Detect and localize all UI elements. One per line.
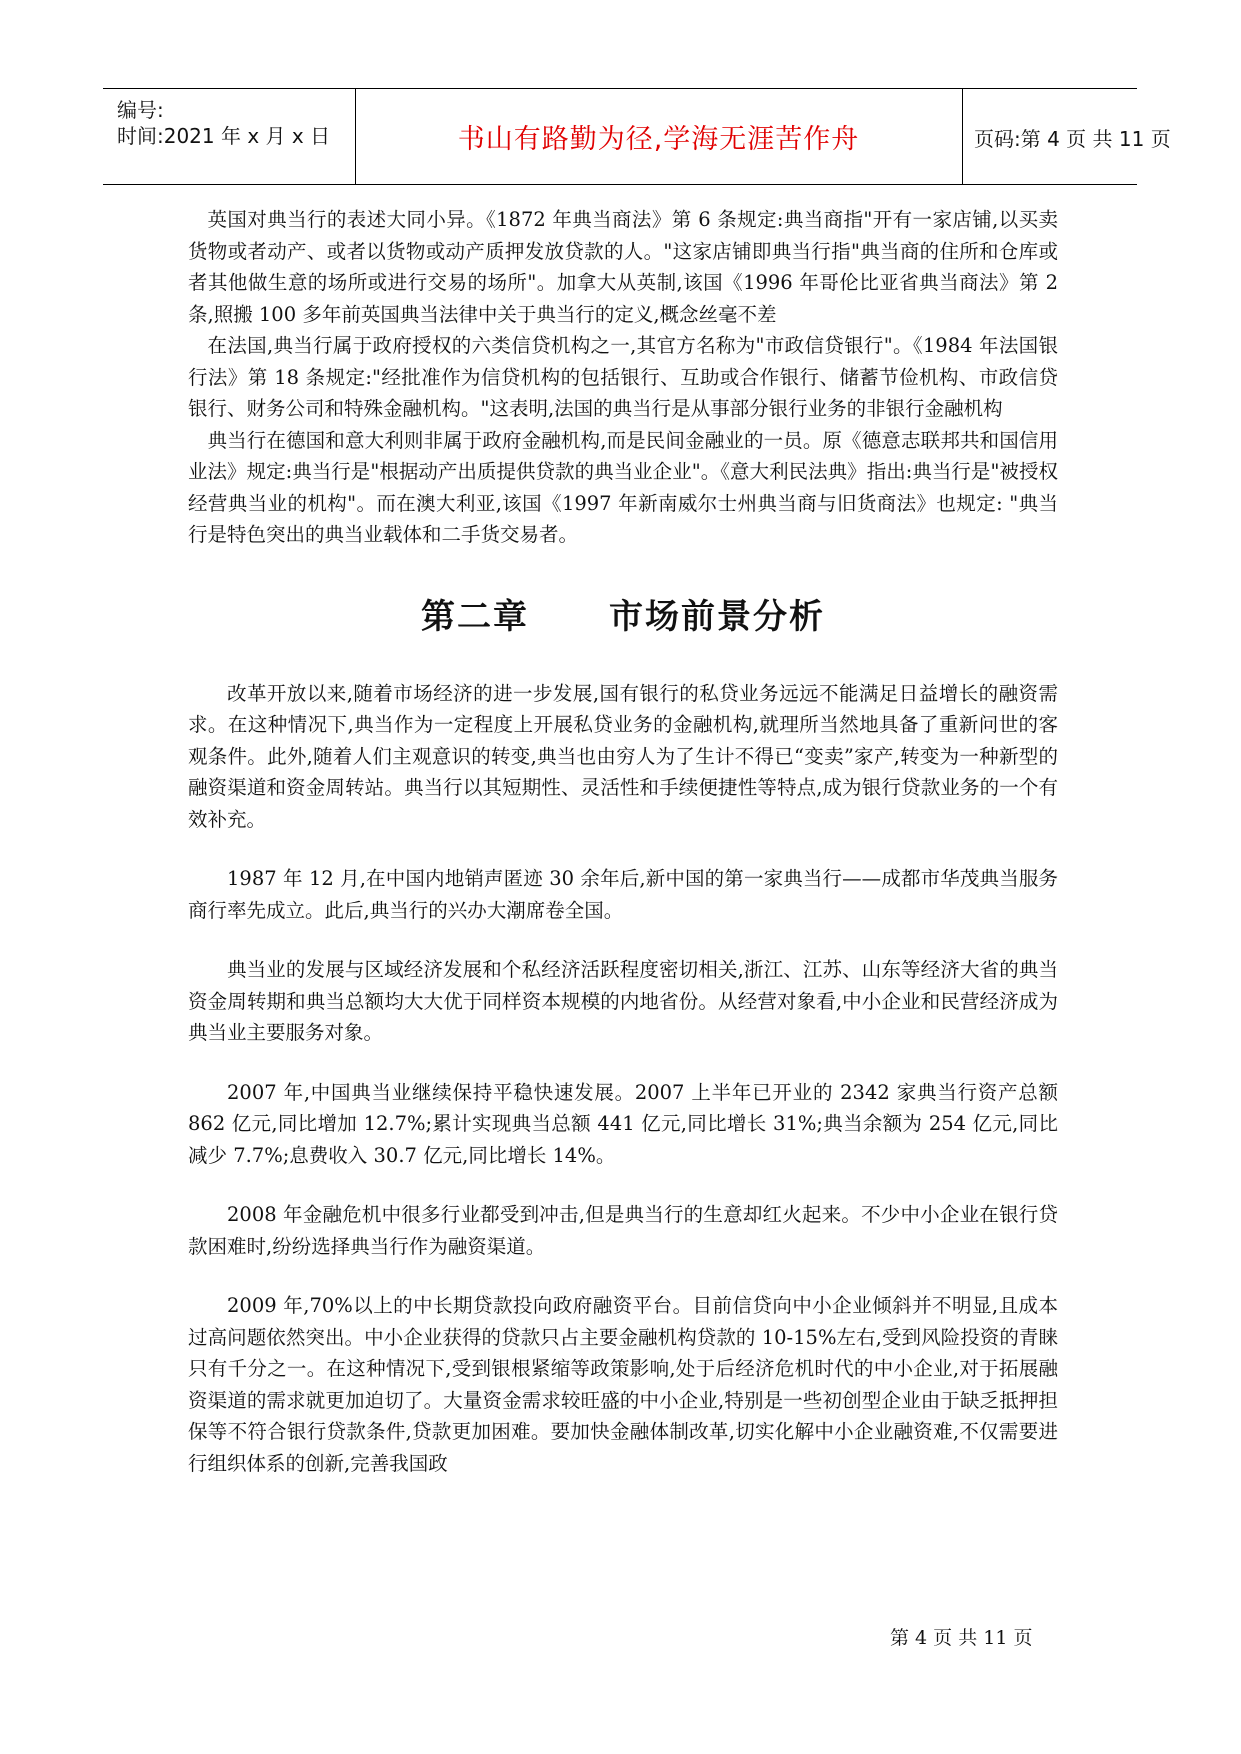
paragraph-2009: 2009 年,70%以上的中长期贷款投向政府融资平台。目前信贷向中小企业倾斜并不明显,且成本过高问题依然突出。中小企业获得的贷款只占主要金融机构贷款的 10-15%左右,受到风险投资的青睐只有千分之一。在这种情况下,受到银根紧缩等政策影响,处于后经济危机时代的中小企业,对于拓展融资渠道的需求就更加迫切了。大量资金需求较旺盛的中小企业,特别是一些初创型企业由于缺乏抵押担保等不符合银行贷款条件,贷款更加困难。要加快金融体制改革,切实化解中小企业融资难,不仅需要进行组织体系的创新,完善我国政 [188,1294,1058,1475]
paragraph-2008: 2008 年金融危机中很多行业都受到冲击,但是典当行的生意却红火起来。不少中小企业在银行贷款困难时,纷纷选择典当行作为融资渠道。 [188,1203,1058,1258]
document-time-label: 时间:2021 年 x 月 x 日 [117,124,331,148]
chapter-number: 第二章 [421,596,529,637]
header-page-label: 页码:第 4 页 共 11 页 [974,127,1171,151]
header-motto-cell [355,89,963,184]
document-number-label: 编号: [117,98,164,122]
paragraph-1987: 1987 年 12 月,在中国内地销声匿迹 30 余年后,新中国的第一家典当行——成都市华茂典当服务商行率先成立。此后,典当行的兴办大潮席卷全国。 [188,867,1058,922]
header-motto: 书山有路勤为径,学海无涯苦作舟 [457,124,860,155]
chapter-title: 市场前景分析 [609,596,825,637]
paragraph-regional: 典当业的发展与区域经济发展和个私经济活跃程度密切相关,浙江、江苏、山东等经济大省的典当资金周转期和典当总额均大大优于同样资本规模的内地省份。从经营对象看,中小企业和民营经济成为典当业主要服务对象。 [188,958,1058,1044]
paragraph-2007: 2007 年,中国典当业继续保持平稳快速发展。2007 上半年已开业的 2342 家典当行资产总额 862 亿元,同比增加 12.7%;累计实现典当总额 441 亿元,同比增长 31%;典当余额为 254 亿元,同比减少 7.7%;息费收入 30.7 亿元,同比增长 14%。 [188,1080,1058,1167]
header-meta-cell [103,89,356,184]
paragraph-germany-italy: 典当行在德国和意大利则非属于政府金融机构,而是民间金融业的一员。原《德意志联邦共和国信用业法》规定:典当行是"根据动产出质提供贷款的典当业企业"。《意大利民法典》指出:典当行是"被授权经营典当业的机构"。而在澳大利亚,该国《1997 年新南威尔士州典当商与旧货商法》也规定: "典当行是特色突出的典当业载体和二手货交易者。 [188,428,1058,546]
header-page-cell [962,89,1171,184]
paragraph-uk: 英国对典当行的表述大同小异。《1872 年典当商法》第 6 条规定:典当商指"开有一家店铺,以买卖货物或者动产、或者以货物或动产质押发放贷款的人。"这家店铺即典当行指"典当商的住所和仓库或者其他做生意的场所或进行交易的场所"。加拿大从英制,该国《1996 年哥伦比亚省典当商法》第 2 条,照搬 100 多年前英国典当法律中关于典当行的定义,概念丝毫不差 [188,208,1058,326]
paragraph-reform: 改革开放以来,随着市场经济的进一步发展,国有银行的私贷业务远远不能满足日益增长的融资需求。在这种情况下,典当作为一定程度上开展私贷业务的金融机构,就理所当然地具备了重新问世的客观条件。此外,随着人们主观意识的转变,典当也由穷人为了生计不得已“变卖”家产,转变为一种新型的融资渠道和资金周转站。典当行以其短期性、灵活性和手续便捷性等特点,成为银行贷款业务的一个有效补充。 [188,681,1058,831]
chapter-heading [188,589,1058,638]
document-body [188,204,1058,1479]
paragraph-france: 在法国,典当行属于政府授权的六类信贷机构之一,其官方名称为"市政信贷银行"。《1984 年法国银行法》第 18 条规定:"经批准作为信贷机构的包括银行、互助或合作银行、储蓄节俭机构、市政信贷银行、财务公司和特殊金融机构。"这表明,法国的典当行是从事部分银行业务的非银行金融机构 [188,334,1058,420]
page-footer: 第 4 页 共 11 页 [890,1627,1033,1649]
document-header [103,88,1171,185]
